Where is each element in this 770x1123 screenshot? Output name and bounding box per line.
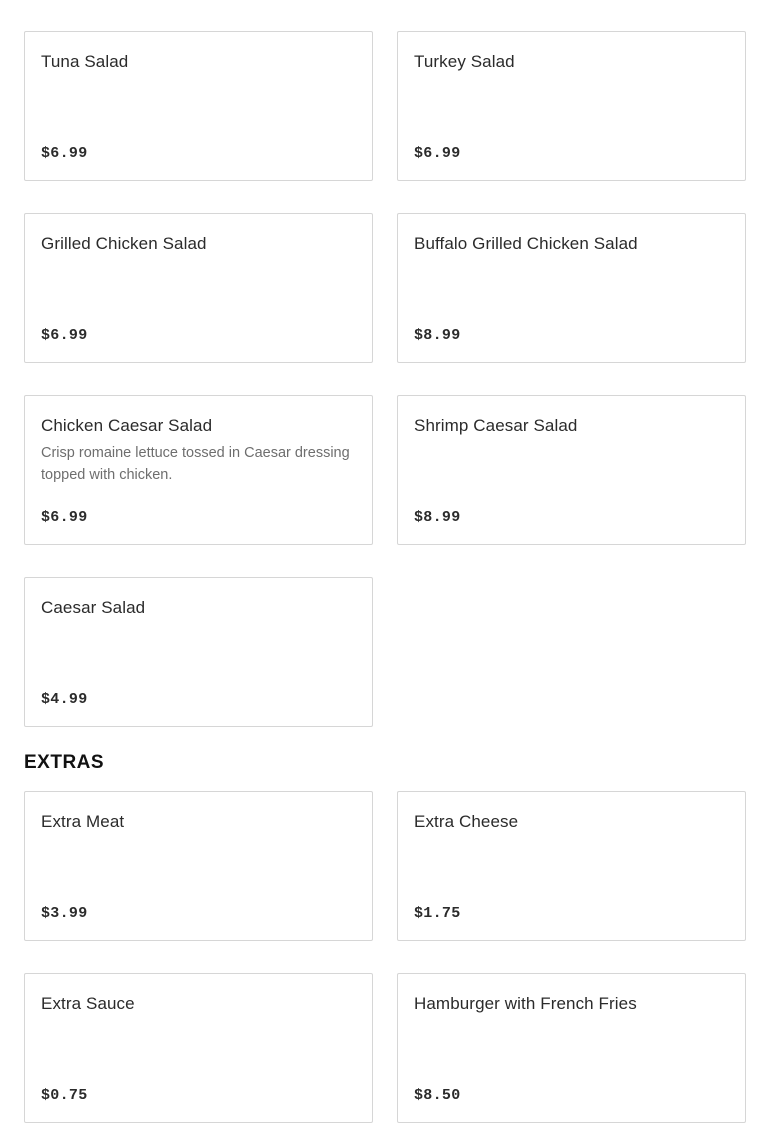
menu-item-price: $6.99	[41, 327, 88, 344]
menu-item-card[interactable]	[397, 395, 746, 545]
menu-item-price: $6.99	[414, 145, 461, 162]
menu-item-name: Turkey Salad	[414, 52, 515, 71]
menu-item-card[interactable]	[24, 213, 373, 363]
menu-item-card[interactable]	[24, 791, 373, 941]
menu-item-card[interactable]	[397, 213, 746, 363]
menu-item-card[interactable]	[24, 395, 373, 545]
menu-item-name: Tuna Salad	[41, 52, 129, 71]
menu-item-card[interactable]	[24, 31, 373, 181]
menu-item-card[interactable]	[24, 577, 373, 727]
menu-item-price: $6.99	[41, 509, 88, 526]
salads-grid	[24, 31, 746, 727]
menu-item-name: Caesar Salad	[41, 598, 146, 617]
menu-item-price: $1.75	[414, 905, 461, 922]
extras-grid	[24, 791, 746, 1123]
menu-item-name: Hamburger with French Fries	[414, 994, 637, 1013]
menu-item-name: Buffalo Grilled Chicken Salad	[414, 234, 638, 253]
menu-item-name: Chicken Caesar Salad	[41, 416, 213, 435]
menu-item-card[interactable]	[397, 31, 746, 181]
menu-item-card[interactable]	[397, 973, 746, 1123]
menu-item-name: Shrimp Caesar Salad	[414, 416, 578, 435]
section-title-extras: EXTRAS	[24, 752, 105, 773]
menu-item-price: $8.99	[414, 327, 461, 344]
menu-item-description: Crisp romaine lettuce tossed in Caesar dressing topped with chicken.	[41, 445, 350, 483]
menu-item-price: $3.99	[41, 905, 88, 922]
menu-item-price: $4.99	[41, 691, 88, 708]
menu-item-card[interactable]	[24, 973, 373, 1123]
menu-item-price: $0.75	[41, 1087, 88, 1104]
menu-item-name: Extra Meat	[41, 812, 125, 831]
menu-item-name: Extra Cheese	[414, 812, 519, 831]
menu-item-price: $6.99	[41, 145, 88, 162]
menu-page	[24, 31, 746, 1123]
menu-item-name: Grilled Chicken Salad	[41, 234, 207, 253]
menu-item-price: $8.99	[414, 509, 461, 526]
menu-item-card[interactable]	[397, 791, 746, 941]
menu-item-name: Extra Sauce	[41, 994, 135, 1013]
menu-item-price: $8.50	[414, 1087, 461, 1104]
